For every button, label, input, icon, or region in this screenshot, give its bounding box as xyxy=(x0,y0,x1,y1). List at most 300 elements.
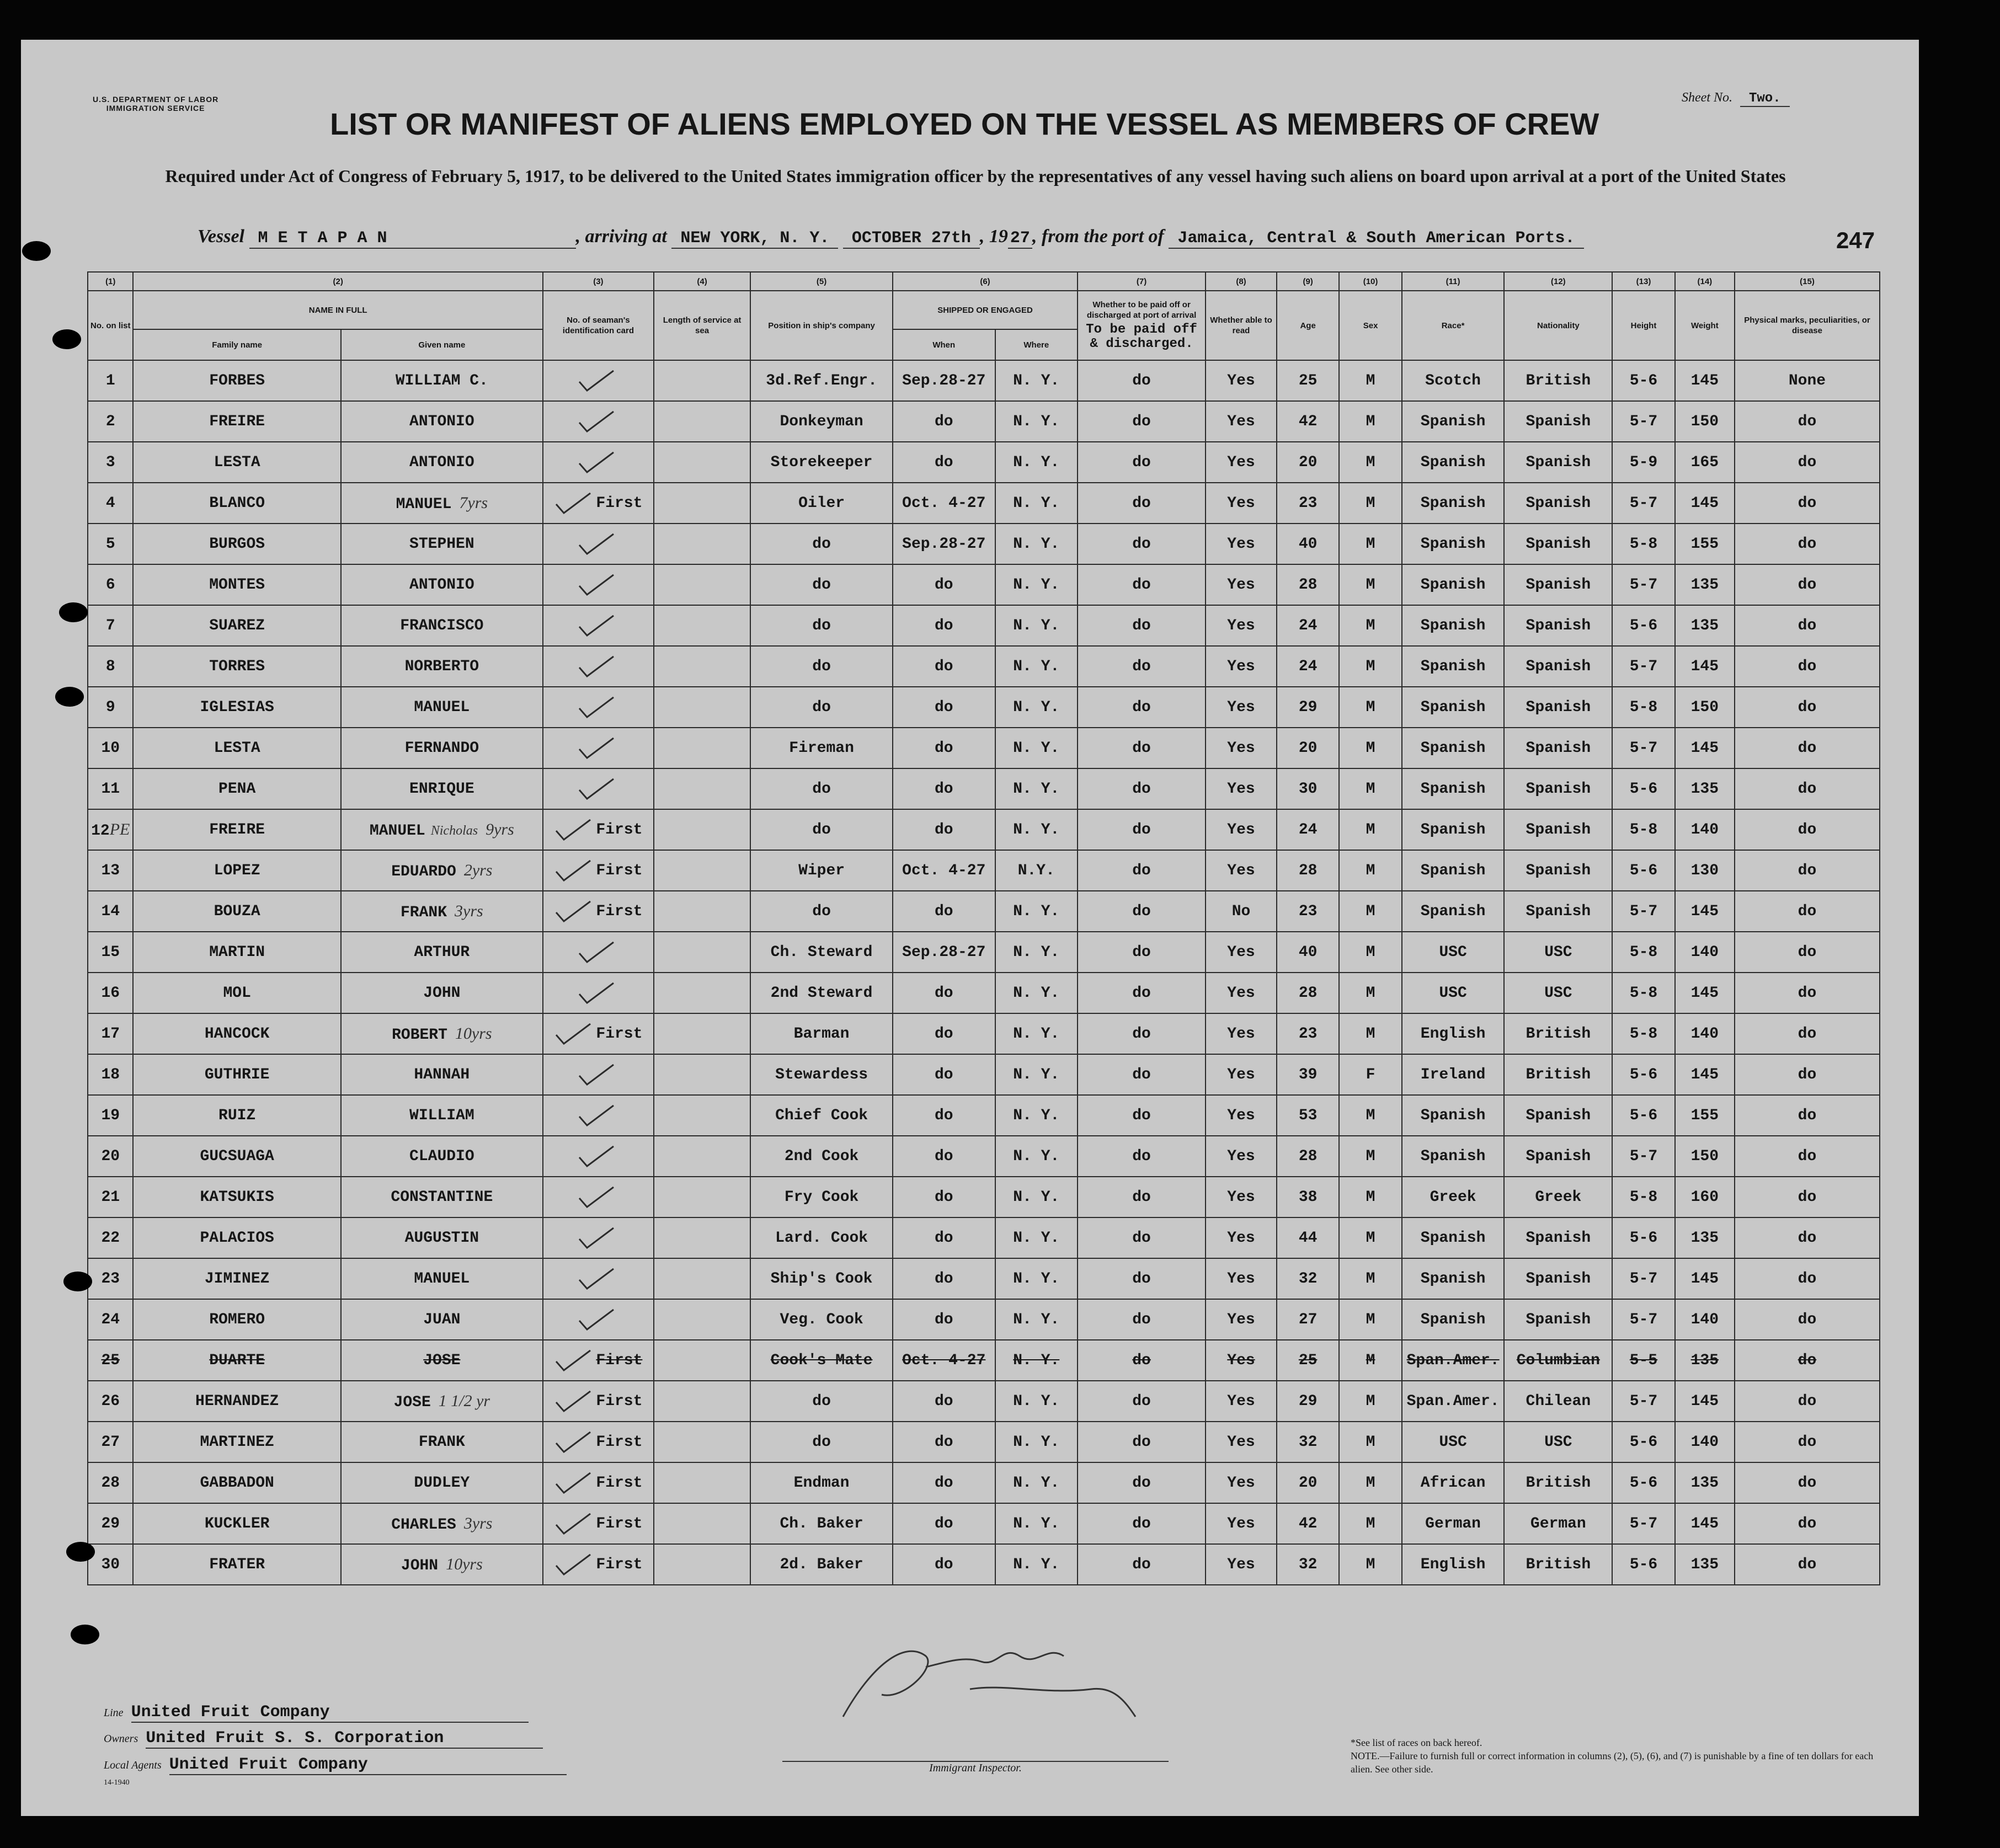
shipped-when: do xyxy=(934,698,953,716)
age: 20 xyxy=(1298,739,1318,757)
paid-off: do xyxy=(1132,821,1151,838)
weight: 140 xyxy=(1690,943,1719,961)
age-cell xyxy=(1277,524,1339,564)
check-mark-icon xyxy=(577,1308,616,1331)
shipped-where-cell xyxy=(995,809,1078,850)
position: Cook's Mate xyxy=(770,1352,873,1369)
weight: 135 xyxy=(1690,1229,1719,1247)
height-cell xyxy=(1612,1422,1674,1462)
table-row xyxy=(88,932,1880,973)
table-row xyxy=(88,442,1880,483)
table-row xyxy=(88,360,1880,401)
id-card-cell xyxy=(543,605,654,646)
paid-off: do xyxy=(1132,1311,1151,1328)
age: 27 xyxy=(1298,1311,1318,1328)
position: Barman xyxy=(793,1025,850,1043)
given-name-cell xyxy=(341,524,543,564)
table-row xyxy=(88,1095,1880,1136)
shipped-where-cell xyxy=(995,728,1078,768)
height-cell xyxy=(1612,850,1674,891)
col-race: Race* xyxy=(1402,291,1505,360)
shipped-when-cell xyxy=(893,768,995,809)
family-name-cell xyxy=(133,401,340,442)
given-name: CONSTANTINE xyxy=(391,1188,493,1206)
length-of-service-cell xyxy=(654,442,750,483)
shipped-where: N. Y. xyxy=(1013,780,1060,798)
race: Spanish xyxy=(1420,902,1486,920)
weight-cell xyxy=(1675,1340,1735,1381)
family-name: FREIRE xyxy=(209,413,265,430)
row-number: 10 xyxy=(101,739,120,757)
physical-marks: do xyxy=(1798,658,1817,675)
position-cell xyxy=(750,809,893,850)
row-number: 11 xyxy=(101,780,120,798)
id-card-cell xyxy=(543,1217,654,1258)
shipped-when-cell xyxy=(893,1013,995,1054)
binder-hole xyxy=(66,1542,95,1562)
age-cell xyxy=(1277,401,1339,442)
able-to-read-cell xyxy=(1206,973,1277,1013)
family-name-cell xyxy=(133,1299,340,1340)
given-name: FRANCISCO xyxy=(400,617,484,634)
family-name: FORBES xyxy=(209,372,265,389)
physical-marks-cell xyxy=(1735,1013,1880,1054)
physical-marks: do xyxy=(1798,1107,1817,1124)
shipped-when: do xyxy=(934,1229,953,1247)
shipped-when-cell xyxy=(893,932,995,973)
sex: M xyxy=(1366,576,1375,594)
family-name-cell xyxy=(133,524,340,564)
sex: M xyxy=(1366,617,1375,634)
length-of-service-cell xyxy=(654,687,750,728)
handwritten-service-note: 9yrs xyxy=(486,820,514,838)
id-card-cell xyxy=(543,1462,654,1503)
col-physical-marks: Physical marks, peculiarities, or disease xyxy=(1735,291,1880,360)
position: do xyxy=(812,1392,831,1410)
sex-cell xyxy=(1339,483,1401,524)
id-card-cell xyxy=(543,1381,654,1422)
height: 5-9 xyxy=(1629,453,1658,471)
family-name: IGLESIAS xyxy=(200,698,274,716)
document-title: LIST OR MANIFEST OF ALIENS EMPLOYED ON THE VESSEL AS MEMBERS OF CREW xyxy=(330,106,1599,141)
family-name: PENA xyxy=(218,780,256,798)
shipped-when-cell xyxy=(893,1422,995,1462)
position: Chief Cook xyxy=(775,1107,868,1124)
handwritten-service-note: 10yrs xyxy=(446,1555,483,1573)
shipped-where: N. Y. xyxy=(1013,698,1060,716)
race-cell xyxy=(1402,932,1505,973)
sex-cell xyxy=(1339,728,1401,768)
nationality: Spanish xyxy=(1526,780,1591,798)
shipped-where: N. Y. xyxy=(1013,943,1060,961)
col-no-on-list: No. on list xyxy=(88,291,133,360)
race: Spanish xyxy=(1420,1270,1486,1288)
physical-marks-cell xyxy=(1735,1177,1880,1217)
sex-cell xyxy=(1339,850,1401,891)
sex-cell xyxy=(1339,1381,1401,1422)
check-mark-icon xyxy=(577,1186,616,1208)
position-cell xyxy=(750,360,893,401)
nationality: Greek xyxy=(1535,1188,1582,1206)
given-name: ANTONIO xyxy=(409,576,474,594)
race-cell xyxy=(1402,1544,1505,1585)
able-to-read: Yes xyxy=(1227,1352,1255,1369)
weight: 135 xyxy=(1690,1352,1719,1369)
col-15-number: (15) xyxy=(1735,272,1880,291)
id-card-cell xyxy=(543,524,654,564)
shipped-when-cell xyxy=(893,973,995,1013)
family-name: DUARTE xyxy=(209,1352,265,1369)
shipped-where-cell xyxy=(995,932,1078,973)
able-to-read: Yes xyxy=(1227,535,1255,553)
race-cell xyxy=(1402,1381,1505,1422)
height-cell xyxy=(1612,1503,1674,1544)
check-mark-icon xyxy=(577,370,616,392)
weight: 155 xyxy=(1690,535,1719,553)
family-name: LOPEZ xyxy=(214,862,260,879)
shipped-when-cell xyxy=(893,442,995,483)
shipped-when: do xyxy=(934,413,953,430)
position: 3d.Ref.Engr. xyxy=(766,372,877,389)
position-cell xyxy=(750,605,893,646)
row-number-cell xyxy=(88,605,133,646)
physical-marks: do xyxy=(1798,780,1817,798)
weight: 140 xyxy=(1690,1311,1719,1328)
race-cell xyxy=(1402,1422,1505,1462)
position-cell xyxy=(750,1095,893,1136)
paid-off-cell xyxy=(1078,1054,1206,1095)
physical-marks-cell xyxy=(1735,442,1880,483)
binder-hole xyxy=(71,1625,99,1644)
arrival-port: NEW YORK, N. Y. xyxy=(671,229,838,249)
shipped-where-cell xyxy=(995,1136,1078,1177)
family-name-cell xyxy=(133,483,340,524)
sheet-number xyxy=(1682,90,1790,106)
shipped-where-cell xyxy=(995,1217,1078,1258)
able-to-read-cell xyxy=(1206,932,1277,973)
age: 30 xyxy=(1298,780,1318,798)
length-of-service-cell xyxy=(654,850,750,891)
id-card-cell xyxy=(543,809,654,850)
row-number-cell xyxy=(88,687,133,728)
col-9-number: (9) xyxy=(1277,272,1339,291)
shipped-when-cell xyxy=(893,891,995,932)
family-name-cell xyxy=(133,1013,340,1054)
physical-marks-cell xyxy=(1735,1258,1880,1299)
height-cell xyxy=(1612,1217,1674,1258)
position: Stewardess xyxy=(775,1066,868,1083)
able-to-read: Yes xyxy=(1227,1025,1255,1043)
row-number: 24 xyxy=(101,1311,120,1328)
nationality-cell xyxy=(1504,1013,1612,1054)
shipped-when: do xyxy=(934,658,953,675)
race: Spanish xyxy=(1420,658,1486,675)
family-name-cell xyxy=(133,728,340,768)
shipped-where-cell xyxy=(995,360,1078,401)
sex-cell xyxy=(1339,1136,1401,1177)
able-to-read: Yes xyxy=(1227,576,1255,594)
height-cell xyxy=(1612,1258,1674,1299)
position-cell xyxy=(750,1340,893,1381)
row-number: 22 xyxy=(101,1229,120,1247)
race-cell xyxy=(1402,483,1505,524)
given-name: ARTHUR xyxy=(414,943,470,961)
physical-marks-cell xyxy=(1735,1095,1880,1136)
family-name-cell xyxy=(133,1422,340,1462)
height-cell xyxy=(1612,1299,1674,1340)
given-name-cell xyxy=(341,605,543,646)
position: Ship's Cook xyxy=(770,1270,873,1288)
age-cell xyxy=(1277,442,1339,483)
length-of-service-cell xyxy=(654,605,750,646)
able-to-read-cell xyxy=(1206,605,1277,646)
shipped-where-cell xyxy=(995,442,1078,483)
shipped-when: Oct. 4-27 xyxy=(902,1352,986,1369)
nationality: Spanish xyxy=(1526,1107,1591,1124)
able-to-read-cell xyxy=(1206,442,1277,483)
col-given-name: Given name xyxy=(341,329,543,360)
race: Spanish xyxy=(1420,1229,1486,1247)
row-number-cell xyxy=(88,1013,133,1054)
shipped-when-cell xyxy=(893,1299,995,1340)
row-number: 17 xyxy=(101,1025,120,1043)
sex: M xyxy=(1366,862,1375,879)
handwritten-service-note: 3yrs xyxy=(455,901,483,920)
given-name: ANTONIO xyxy=(409,413,474,430)
shipped-when-cell xyxy=(893,1462,995,1503)
paid-off: do xyxy=(1132,1515,1151,1532)
shipped-where-cell xyxy=(995,1095,1078,1136)
shipped-where: N. Y. xyxy=(1013,1229,1060,1247)
able-to-read-cell xyxy=(1206,1422,1277,1462)
able-to-read-cell xyxy=(1206,1177,1277,1217)
shipped-when: Oct. 4-27 xyxy=(902,494,986,512)
height: 5-6 xyxy=(1629,780,1658,798)
shipped-where-cell xyxy=(995,1299,1078,1340)
shipped-when-cell xyxy=(893,360,995,401)
shipped-where: N. Y. xyxy=(1013,739,1060,757)
sheet-number-label: Sheet No. xyxy=(1682,90,1732,105)
given-name: EDUARDO xyxy=(391,863,456,880)
sex: M xyxy=(1366,535,1375,553)
check-mark-icon xyxy=(577,696,616,718)
handwritten-service-note: 10yrs xyxy=(455,1024,492,1043)
family-name-cell xyxy=(133,1544,340,1585)
length-of-service-cell xyxy=(654,1422,750,1462)
position: do xyxy=(812,902,831,920)
shipped-where: N. Y. xyxy=(1013,658,1060,675)
able-to-read: Yes xyxy=(1227,413,1255,430)
length-of-service-cell xyxy=(654,401,750,442)
check-mark-icon xyxy=(577,615,616,637)
table-row xyxy=(88,850,1880,891)
id-card-cell xyxy=(543,1013,654,1054)
able-to-read: Yes xyxy=(1227,780,1255,798)
age: 25 xyxy=(1298,372,1318,389)
check-mark-icon xyxy=(577,533,616,555)
id-card: First xyxy=(596,1475,643,1492)
family-name-cell xyxy=(133,809,340,850)
row-number-cell xyxy=(88,1422,133,1462)
physical-marks-cell xyxy=(1735,850,1880,891)
given-name-cell xyxy=(341,442,543,483)
nationality: Spanish xyxy=(1526,535,1591,553)
physical-marks: do xyxy=(1798,698,1817,716)
table-row xyxy=(88,646,1880,687)
paid-off-cell xyxy=(1078,768,1206,809)
race: USC xyxy=(1439,1433,1467,1451)
age: 40 xyxy=(1298,943,1318,961)
physical-marks: do xyxy=(1798,494,1817,512)
position: 2nd Steward xyxy=(770,984,873,1002)
id-card: First xyxy=(596,821,643,839)
family-name-cell xyxy=(133,1136,340,1177)
given-name-cell xyxy=(341,932,543,973)
id-card: First xyxy=(596,862,643,880)
shipped-where: N. Y. xyxy=(1013,1433,1060,1451)
table-row xyxy=(88,1258,1880,1299)
height-cell xyxy=(1612,728,1674,768)
height-cell xyxy=(1612,646,1674,687)
family-name-cell xyxy=(133,1340,340,1381)
able-to-read: Yes xyxy=(1227,1066,1255,1083)
sex: M xyxy=(1366,1515,1375,1532)
vessel-name: M E T A P A N xyxy=(249,229,576,249)
weight-cell xyxy=(1675,360,1735,401)
physical-marks: do xyxy=(1798,862,1817,879)
row-number: 3 xyxy=(105,453,115,471)
race-cell xyxy=(1402,850,1505,891)
given-name-cell xyxy=(341,687,543,728)
nationality: Spanish xyxy=(1526,617,1591,634)
age-cell xyxy=(1277,1299,1339,1340)
row-number: 9 xyxy=(105,698,115,716)
id-card-cell xyxy=(543,932,654,973)
given-name: JOHN xyxy=(401,1557,439,1574)
col-7-number: (7) xyxy=(1078,272,1206,291)
race: Spanish xyxy=(1420,739,1486,757)
family-name: MONTES xyxy=(209,576,265,594)
given-name: JUAN xyxy=(423,1311,461,1328)
shipped-when-cell xyxy=(893,1095,995,1136)
age-cell xyxy=(1277,891,1339,932)
nationality: USC xyxy=(1544,984,1572,1002)
paid-off: do xyxy=(1132,780,1151,798)
age: 24 xyxy=(1298,821,1318,838)
id-card-cell xyxy=(543,891,654,932)
able-to-read: Yes xyxy=(1227,739,1255,757)
shipped-where-cell xyxy=(995,768,1078,809)
physical-marks-cell xyxy=(1735,1381,1880,1422)
sex-cell xyxy=(1339,1013,1401,1054)
position: 2d. Baker xyxy=(780,1556,863,1573)
sex-cell xyxy=(1339,524,1401,564)
sex-cell xyxy=(1339,401,1401,442)
paid-off-cell xyxy=(1078,1177,1206,1217)
height-cell xyxy=(1612,932,1674,973)
weight-cell xyxy=(1675,1177,1735,1217)
family-name: GABBADON xyxy=(200,1474,274,1492)
family-name-cell xyxy=(133,1054,340,1095)
row-number-cell xyxy=(88,728,133,768)
binder-hole xyxy=(55,687,84,707)
physical-marks: do xyxy=(1798,1066,1817,1083)
id-card-cell xyxy=(543,1258,654,1299)
row-number-cell xyxy=(88,1095,133,1136)
row-number: 25 xyxy=(101,1352,120,1369)
given-name: MANUEL xyxy=(414,698,470,716)
paid-off: do xyxy=(1132,372,1151,389)
nationality: Spanish xyxy=(1526,821,1591,838)
shipped-where: N. Y. xyxy=(1013,1188,1060,1206)
age-cell xyxy=(1277,1136,1339,1177)
paid-off-cell xyxy=(1078,646,1206,687)
row-number-cell xyxy=(88,1462,133,1503)
shipped-when: do xyxy=(934,1392,953,1410)
given-name-cell xyxy=(341,360,543,401)
id-card-cell xyxy=(543,1544,654,1585)
sex: M xyxy=(1366,902,1375,920)
position: do xyxy=(812,821,831,838)
shipped-when-cell xyxy=(893,728,995,768)
nationality-cell xyxy=(1504,932,1612,973)
age: 40 xyxy=(1298,535,1318,553)
race: USC xyxy=(1439,984,1467,1002)
handwritten-row-note: PE xyxy=(109,820,130,838)
nationality: British xyxy=(1526,1474,1591,1492)
family-name-cell xyxy=(133,1503,340,1544)
physical-marks: do xyxy=(1798,1229,1817,1247)
able-to-read-cell xyxy=(1206,1013,1277,1054)
length-of-service-cell xyxy=(654,1299,750,1340)
col-id-card: No. of seaman's identification card xyxy=(543,291,654,360)
footer-line-value: United Fruit Company xyxy=(131,1703,529,1723)
length-of-service-cell xyxy=(654,1503,750,1544)
physical-marks-cell xyxy=(1735,1054,1880,1095)
physical-marks-cell xyxy=(1735,360,1880,401)
arrival-year: 27 xyxy=(1008,229,1032,249)
shipped-where-cell xyxy=(995,1013,1078,1054)
paid-off: do xyxy=(1132,617,1151,634)
able-to-read-cell xyxy=(1206,1544,1277,1585)
paid-off: do xyxy=(1132,698,1151,716)
shipped-when: Sep.28-27 xyxy=(902,535,986,553)
paid-off-cell xyxy=(1078,1503,1206,1544)
age-cell xyxy=(1277,973,1339,1013)
weight: 145 xyxy=(1690,658,1719,675)
height: 5-7 xyxy=(1629,658,1658,675)
physical-marks: do xyxy=(1798,1270,1817,1288)
table-row xyxy=(88,605,1880,646)
position-cell xyxy=(750,687,893,728)
col-nationality: Nationality xyxy=(1504,291,1612,360)
race: African xyxy=(1420,1474,1486,1492)
col-5-number: (5) xyxy=(750,272,893,291)
given-name-cell xyxy=(341,1054,543,1095)
sex-cell xyxy=(1339,1422,1401,1462)
physical-marks: do xyxy=(1798,1556,1817,1573)
sex: M xyxy=(1366,413,1375,430)
row-number-cell xyxy=(88,483,133,524)
shipped-where-cell xyxy=(995,687,1078,728)
weight: 135 xyxy=(1690,780,1719,798)
given-name: FERNANDO xyxy=(404,739,479,757)
race: Spanish xyxy=(1420,535,1486,553)
id-card: First xyxy=(596,1556,643,1574)
sex: M xyxy=(1366,1188,1375,1206)
length-of-service-cell xyxy=(654,1462,750,1503)
row-number: 30 xyxy=(101,1556,120,1573)
